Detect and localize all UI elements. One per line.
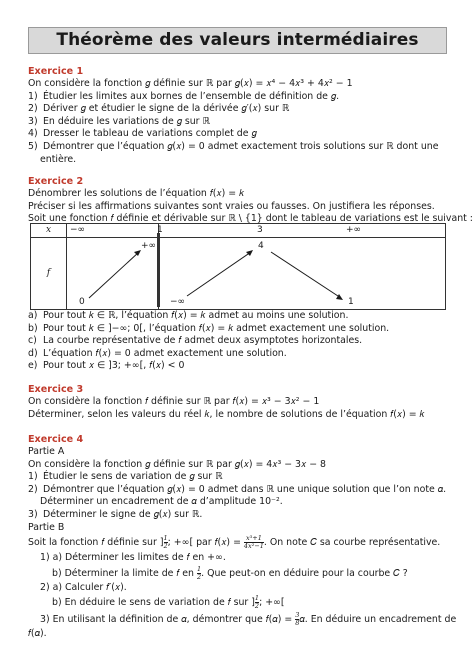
exercise-1-item: 4) Dresser le tableau de variations complet de 𝑔: [28, 128, 257, 140]
exercise-3: [28, 384, 453, 421]
exercise-1-item: 1) Étudier les limites aux bornes de l’ensemble de définition de 𝑔.: [28, 90, 340, 102]
fraction-three-eighths: $\frac{3}{8}$: [295, 611, 300, 628]
exercise-1: [28, 66, 453, 166]
exercise-2-item: d) L’équation 𝑓(𝑥) = 0 admet exactement une solution.: [28, 347, 287, 359]
exercise-3-line: On considère la fonction 𝑓 définie sur ℝ par 𝑓(𝑥) = 𝑥³ − 3𝑥² − 1: [28, 396, 320, 407]
page-title: Théorème des valeurs intermédiaires: [56, 30, 419, 51]
variation-arrows-icon: [159, 238, 445, 310]
fraction-f: $\frac{\text{𝑥³+1}}{\text{4𝑥²−1}}$: [243, 534, 264, 551]
part-a-intro: On considère la fonction 𝑔 définie sur ℝ par 𝑔(𝑥) = 4𝑥³ − 3𝑥 − 8: [28, 458, 327, 470]
fraction-one-half: $\frac{1}{2}$: [163, 534, 168, 551]
exercise-2-questions: [28, 310, 453, 373]
f-value: −∞: [170, 296, 186, 307]
part-b-intro: Soit la fonction 𝑓 définie sur ] $\frac{1}{2}$ ; +∞[ par 𝑓(𝑥) = $\frac{\text{𝑥³+1}}{\text{4𝑥²−1}}$ . On note 𝐶 sa courbe représentative.: [28, 534, 441, 551]
part-b-item-continuation: 𝑓(𝛼).: [28, 628, 47, 640]
exercise-2-heading: Exercice 2: [28, 176, 84, 187]
table-f-cell-right: [159, 237, 446, 309]
exercise-1-heading: Exercice 1: [28, 66, 84, 77]
part-b-label: Partie B: [28, 521, 65, 533]
exercise-1-intro: On considère la fonction 𝑔 définie sur ℝ par 𝑔(𝑥) = 𝑥⁴ − 4𝑥³ + 4𝑥² − 1: [28, 78, 353, 89]
table-f-cell-left: [67, 237, 159, 309]
exercise-2-item: b) Pour tout 𝑘 ∈ ]−∞; 0[, l’équation 𝑓(𝑥) = 𝑘 admet exactement une solution.: [28, 322, 390, 334]
part-a-label: Partie A: [28, 446, 65, 457]
x-value: +∞: [346, 225, 362, 235]
part-a-item-continuation: Déterminer un encadrement de 𝛼 d’amplitude 10⁻².: [40, 496, 283, 508]
exercise-1-item: 2) Dériver 𝑔 et étudier le signe de la dérivée 𝑔′(𝑥) sur ℝ: [28, 103, 290, 115]
exercise-1-item: 5) Démontrer que l’équation 𝑔(𝑥) = 0 admet exactement trois solutions sur ℝ dont une: [28, 140, 439, 152]
variation-table: [30, 223, 446, 310]
table-x-cell: [159, 224, 446, 238]
exercise-2-line: Soit une fonction 𝑓 définie et dérivable sur ℝ \ {1} dont le tableau de variations est le suivant :: [28, 213, 473, 225]
table-f-label: 𝑓: [31, 237, 67, 309]
exercise-2-item: a) Pour tout 𝑘 ∈ ℝ, l’équation 𝑓(𝑥) = 𝑘 admet au moins une solution.: [28, 310, 349, 321]
exercise-2-item: e) Pour tout 𝑥 ∈ ]3; +∞[, 𝑓(𝑥) < 0: [28, 360, 185, 372]
exercise-3-heading: Exercice 3: [28, 384, 84, 395]
table-x-label: 𝑥: [31, 224, 67, 238]
fraction-one-half: $\frac{1}{2}$: [196, 564, 202, 581]
table-x-cell: [67, 224, 163, 238]
part-a-item: 1) Étudier le sens de variation de 𝑔 sur ℝ: [28, 471, 223, 483]
f-value: 4: [258, 240, 264, 251]
exercise-1-item: 3) En déduire les variations de 𝑔 sur ℝ: [28, 115, 210, 127]
f-value: 0: [79, 296, 85, 307]
fraction-one-half: $\frac{1}{2}$: [254, 594, 260, 611]
exercise-2-line: Préciser si les affirmations suivantes sont vraies ou fausses. On justifiera les réponses.: [28, 200, 435, 212]
f-value: +∞: [141, 240, 157, 251]
part-b-item: b) Déterminer la limite de 𝑓 en $\frac{1}{2}$ . Que peut-on en déduire pour la courbe 𝐶 ?: [52, 564, 408, 581]
part-b-item: 1) a) Déterminer les limites de 𝑓 en +∞.: [40, 552, 226, 564]
part-b-item: b) En déduire le sens de variation de 𝑓 sur ] $\frac{1}{2}$ ; +∞[: [52, 594, 285, 611]
part-b-item: 2) a) Calculer 𝑓′(𝑥).: [40, 581, 127, 593]
exercise-2: [28, 176, 473, 226]
exercise-2-line: Dénombrer les solutions de l’équation 𝑓(𝑥) = 𝑘: [28, 188, 245, 199]
x-value: −∞: [70, 225, 86, 235]
f-value: 1: [348, 296, 354, 307]
exercise-3-line: Déterminer, selon les valeurs du réel 𝑘, le nombre de solutions de l’équation 𝑓(𝑥) = 𝑘: [28, 408, 425, 420]
exercise-1-item-continuation: entière.: [40, 153, 77, 165]
part-b-item: 3) En utilisant la définition de 𝛼, démontrer que 𝑓(𝛼) = $\frac{3}{8}$ 𝛼. En déduire un encadrement de: [40, 611, 457, 628]
x-value: 1: [157, 225, 163, 235]
exercise-2-item: c) La courbe représentative de 𝑓 admet deux asymptotes horizontales.: [28, 335, 363, 347]
exercise-4-heading: Exercice 4: [28, 434, 84, 445]
title-banner: [28, 27, 447, 54]
x-value: 3: [257, 225, 263, 235]
part-a-item: 2) Démontrer que l’équation 𝑔(𝑥) = 0 admet dans ℝ une unique solution que l’on note 𝛼.: [28, 483, 447, 495]
forbidden-value-bar: [157, 233, 160, 307]
part-a-item: 3) Déterminer le signe de 𝑔(𝑥) sur ℝ.: [28, 508, 203, 520]
increasing-arrow-icon: [67, 238, 159, 310]
exercise-4: [28, 434, 457, 641]
